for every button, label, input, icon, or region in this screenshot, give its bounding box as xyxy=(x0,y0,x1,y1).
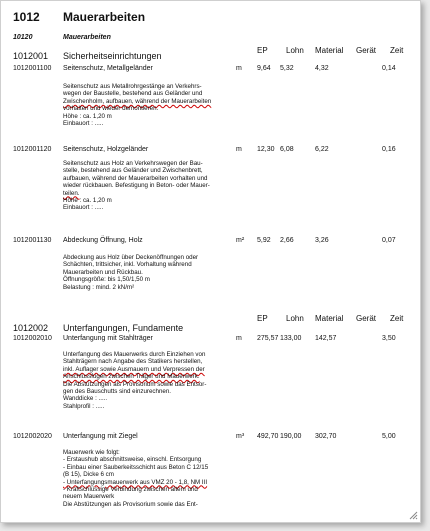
description-line: Einbauort : ..... xyxy=(63,120,104,128)
description-line: Höhe : ca. 1,20 m xyxy=(63,197,112,205)
item-unit: m xyxy=(236,335,242,342)
item-lohn: 2,66 xyxy=(280,237,294,244)
resize-grip-icon[interactable] xyxy=(409,511,418,520)
description-line: Seitenschutz aus Holz an Verkehrswegen der Bau- xyxy=(63,160,203,167)
item-title: Unterfangung mit Stahlträger xyxy=(63,335,153,342)
item-description xyxy=(63,83,211,127)
item-zeit: 0,14 xyxy=(382,65,396,72)
description-line: gen des Bauschutts sind einzurechnen. xyxy=(63,388,172,396)
item-description xyxy=(63,351,206,410)
item-zeit: 0,16 xyxy=(382,146,396,153)
item-ep: 9,64 xyxy=(257,65,271,72)
description-line: Mauerarbeiten und Rückbau. xyxy=(63,268,143,276)
description-line: - Kraftschlüssige Verbindung zwischen altem und xyxy=(63,486,198,494)
description-line: teilen. xyxy=(63,189,80,197)
chapter-number: 1012 xyxy=(13,10,40,24)
description-line: Mauerwerk wie folgt: xyxy=(63,449,120,456)
subchapter-number: 10120 xyxy=(13,34,33,41)
item-title: Abdeckung Öffnung, Holz xyxy=(63,237,143,244)
subchapter-title: Mauerarbeiten xyxy=(63,34,111,41)
description-line: Schächten, trittsicher, inkl. Vorhaltung während xyxy=(63,261,192,269)
item-unit: m² xyxy=(236,237,245,244)
description-line: Anschlussfugen zwischen Träger und Mauerwerk. xyxy=(63,373,200,381)
item-lohn: 133,00 xyxy=(280,335,302,342)
column-header-geraet: Gerät xyxy=(356,46,377,55)
description-line: wieder rückbauen. Befestigung in Beton- oder Mauer- xyxy=(63,182,210,190)
description-line: Abdeckung aus Holz über Deckenöffnungen oder xyxy=(63,254,199,261)
description-line: vorhalten und wieder demontieren. xyxy=(63,105,159,113)
column-header-lohn: Lohn xyxy=(286,314,304,323)
item-title: Seitenschutz, Metallgeländer xyxy=(63,65,153,72)
item-unit: m xyxy=(236,65,242,72)
item-description xyxy=(63,449,208,508)
description-line: Einbauort : ..... xyxy=(63,204,104,212)
column-header-geraet: Gerät xyxy=(356,314,377,323)
description-line: Stahlträgern nach Angabe des Statikers herstellen, xyxy=(63,358,203,366)
item-lohn: 5,32 xyxy=(280,65,294,72)
column-header-ep: EP xyxy=(257,314,268,323)
item-material: 142,57 xyxy=(315,335,337,342)
description-line: - Einbau einer Sauberkeitsschicht aus Beton C 12/15 xyxy=(63,463,209,471)
description-line: neuem Mauerwerk xyxy=(63,493,115,501)
item-material: 6,22 xyxy=(315,146,329,153)
column-header-zeit: Zeit xyxy=(390,314,404,323)
description-line: Stahlprofil : ..... xyxy=(63,402,105,410)
item-description xyxy=(63,254,198,291)
description-line: wegen der Baustelle, bestehend aus Geländer und xyxy=(63,90,203,98)
group-title: Sicherheitseinrichtungen xyxy=(63,51,162,61)
item-material: 3,26 xyxy=(315,237,329,244)
description-line: - Erstaushub abschnittsweise, einschl. Entsorgung xyxy=(63,456,202,464)
description-line: Zwischenholm, aufbauen, während der Mauerarbeiten xyxy=(63,97,212,105)
item-description xyxy=(63,160,210,212)
item-material: 302,70 xyxy=(315,433,337,440)
column-header-ep: EP xyxy=(257,46,268,55)
item-title: Unterfangung mit Ziegel xyxy=(63,433,138,440)
item-ep: 12,30 xyxy=(257,146,275,153)
description-line: (B 15), Dicke 6 cm xyxy=(63,471,114,479)
description-line: Unterfangung des Mauerwerks durch Einziehen von xyxy=(63,351,206,358)
column-header-zeit: Zeit xyxy=(390,46,404,55)
item-lohn: 6,08 xyxy=(280,146,294,153)
description-line: Wanddicke : ..... xyxy=(63,395,108,403)
item-unit: m xyxy=(236,146,242,153)
item-ep: 275,57 xyxy=(257,335,279,342)
item-material: 4,32 xyxy=(315,65,329,72)
column-header-lohn: Lohn xyxy=(286,46,304,55)
item-zeit: 3,50 xyxy=(382,335,396,342)
description-line: Öffnungsgröße: bis 1,50/1,50 m xyxy=(63,276,150,284)
description-line: Seitenschutz aus Metallrohrgestänge an Verkehrs- xyxy=(63,83,202,90)
column-header-material: Material xyxy=(315,314,344,323)
item-number: 1012002020 xyxy=(13,433,52,440)
chapter-title: Mauerarbeiten xyxy=(63,10,146,24)
item-lohn: 190,00 xyxy=(280,433,302,440)
item-number: 1012001100 xyxy=(13,65,52,72)
group-number: 1012002 xyxy=(13,323,49,333)
description-line: - Unterfangungsmauerwerk aus VMZ 20 - 1,8, NM III xyxy=(63,478,208,486)
item-number: 1012001130 xyxy=(13,237,52,244)
item-number: 1012002010 xyxy=(13,335,52,342)
item-zeit: 0,07 xyxy=(382,237,396,244)
description-line: Höhe : ca. 1,20 m xyxy=(63,112,112,120)
description-line: Die Abstützungen als Provisorium sowie das Ent- xyxy=(63,500,198,508)
item-ep: 5,92 xyxy=(257,237,271,244)
item-title: Seitenschutz, Holzgeländer xyxy=(63,146,149,153)
description-line: stelle, bestehend aus Geländer und Zwischenbrett, xyxy=(63,167,203,175)
item-zeit: 5,00 xyxy=(382,433,396,440)
column-header-material: Material xyxy=(315,46,344,55)
description-line: Die Abstützungen als Provisorium sowie das Entsor- xyxy=(63,380,207,388)
item-number: 1012001120 xyxy=(13,146,52,153)
item-ep: 492,70 xyxy=(257,433,279,440)
description-line: aufbauen, während der Mauerarbeiten vorhalten und xyxy=(63,174,208,182)
group-title: Unterfangungen, Fundamente xyxy=(63,323,184,333)
description-line: Belastung : mind. 2 kN/m² xyxy=(63,283,135,291)
group-number: 1012001 xyxy=(13,51,49,61)
description-line: inkl. Auflager sowie Ausmauern und Verpressen der xyxy=(63,365,205,373)
item-unit: m³ xyxy=(236,433,245,440)
